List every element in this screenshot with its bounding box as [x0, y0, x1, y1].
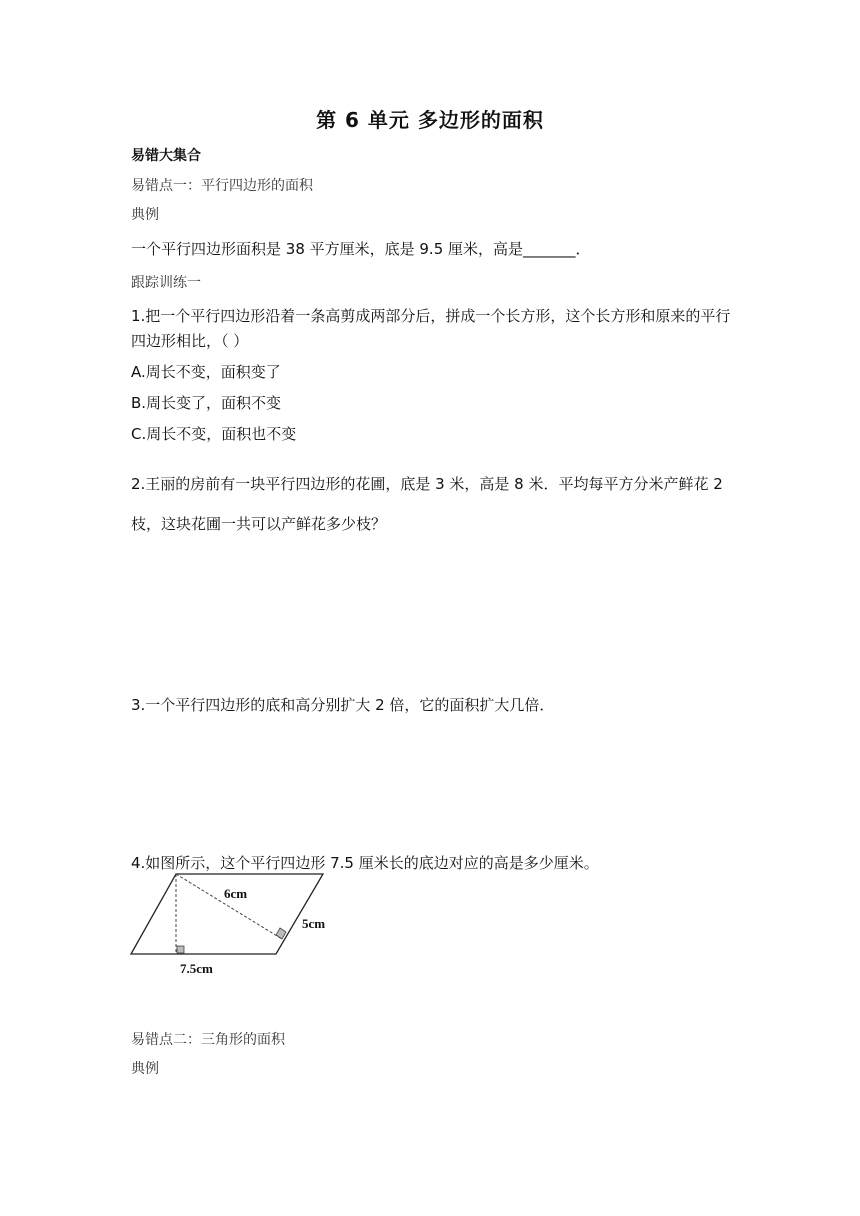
question-3: 3.一个平行四边形的底和高分别扩大 2 倍，它的面积扩大几倍． [131, 696, 555, 714]
question-4: 4.如图所示，这个平行四边形 7.5 厘米长的底边对应的高是多少厘米。 [131, 854, 599, 872]
practice-1-label: 跟踪训练一 [131, 275, 201, 291]
parallelogram-diagram [126, 866, 366, 986]
question-2-line-1: 2.王丽的房前有一块平行四边形的花圃，底是 3 米，高是 8 米．平均每平方分米产鲜花 2 [131, 475, 723, 493]
example-2-label: 典例 [131, 1061, 159, 1077]
example-1-question: 一个平行四边形面积是 38 平方厘米，底是 9.5 厘米，高是_______． [131, 240, 591, 258]
diagonal-label: 6cm [224, 886, 248, 901]
parallelogram-figure [126, 866, 366, 986]
page-title: 第 6 单元 多边形的面积 [316, 108, 544, 132]
section-header: 易错大集合 [131, 148, 201, 164]
base-label: 7.5cm [180, 961, 213, 976]
question-1-option-c: C.周长不变，面积也不变 [131, 425, 297, 443]
question-1-line-1: 1.把一个平行四边形沿着一条高剪成两部分后，拼成一个长方形，这个长方形和原来的平行 [131, 307, 731, 325]
question-2-line-2: 枝，这块花圃一共可以产鲜花多少枝？ [131, 515, 387, 533]
question-1-line-2: 四边形相比，（ ） [131, 332, 249, 350]
question-1-option-b: B.周长变了，面积不变 [131, 394, 282, 412]
perpendicular-line [176, 874, 282, 939]
mistake-point-1-title: 易错点一：平行四边形的面积 [131, 178, 313, 194]
example-1-label: 典例 [131, 207, 159, 223]
question-1-option-a: A.周长不变，面积变了 [131, 363, 281, 381]
mistake-point-2-title: 易错点二：三角形的面积 [131, 1032, 285, 1048]
side-label: 5cm [302, 916, 326, 931]
right-angle-mark-side [276, 928, 286, 939]
right-angle-mark-base [177, 946, 184, 953]
